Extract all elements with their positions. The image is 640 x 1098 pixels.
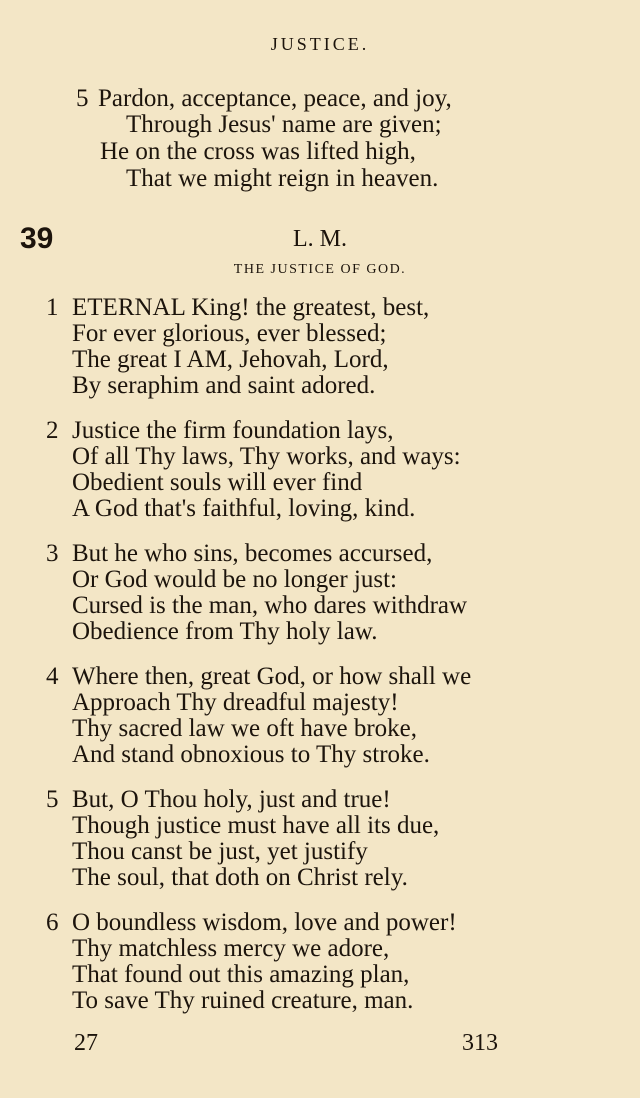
verse-line: Thou canst be just, yet justify (72, 838, 368, 865)
verse-line: He on the cross was lifted high, (100, 138, 416, 165)
verse-line: For ever glorious, ever blessed; (72, 320, 387, 347)
verse-line: Obedient souls will ever find (72, 469, 363, 496)
verse-number: 5 (76, 85, 89, 112)
verse-line: Through Jesus' name are given; (126, 111, 442, 138)
verse-line: Though justice must have all its due, (72, 812, 440, 839)
verse-line: Justice the firm foundation lays, (72, 417, 394, 444)
page-number: 313 (462, 1030, 498, 1056)
verse-line: O boundless wisdom, love and power! (72, 909, 457, 936)
verse-line: Or God would be no longer just: (72, 566, 397, 593)
verse-number: 4 (46, 663, 59, 690)
verse-line: The great I AM, Jehovah, Lord, (72, 346, 389, 373)
verse-line: By seraphim and saint adored. (72, 372, 376, 399)
verse-line: That found out this amazing plan, (72, 961, 410, 988)
hymn-number: 39 (20, 222, 54, 255)
verse-line: But, O Thou holy, just and true! (72, 786, 391, 813)
verse-line: That we might reign in heaven. (126, 165, 439, 192)
verse-line: The soul, that doth on Christ rely. (72, 864, 408, 891)
verse-line: But he who sins, becomes accursed, (72, 540, 433, 567)
running-head: JUSTICE. (270, 34, 370, 54)
signature-mark: 27 (74, 1030, 98, 1056)
verse-line: Cursed is the man, who dares withdraw (72, 592, 468, 619)
verse-line: Approach Thy dreadful majesty! (72, 689, 399, 716)
verse-line: Where then, great God, or how shall we (72, 663, 472, 690)
verse-line: Pardon, acceptance, peace, and joy, (98, 85, 452, 112)
verse-number: 2 (46, 417, 59, 444)
verse-number: 5 (46, 786, 59, 813)
verse-number: 1 (46, 294, 59, 321)
verse-line: A God that's faithful, loving, kind. (72, 495, 416, 522)
verse-line: ETERNAL King! the greatest, best, (72, 294, 430, 321)
verse-line: Obedience from Thy holy law. (72, 618, 378, 645)
hymn-meter: L. M. (293, 226, 347, 252)
verse-line: Thy matchless mercy we adore, (72, 935, 390, 962)
verse-line: To save Thy ruined creature, man. (72, 987, 414, 1014)
verse-line: Thy sacred law we oft have broke, (72, 715, 417, 742)
verse-line: Of all Thy laws, Thy works, and ways: (72, 443, 461, 470)
verse-number: 3 (46, 540, 59, 567)
verse-line: And stand obnoxious to Thy stroke. (72, 741, 430, 768)
hymn-title: THE JUSTICE OF GOD. (233, 262, 407, 277)
verse-number: 6 (46, 909, 59, 936)
